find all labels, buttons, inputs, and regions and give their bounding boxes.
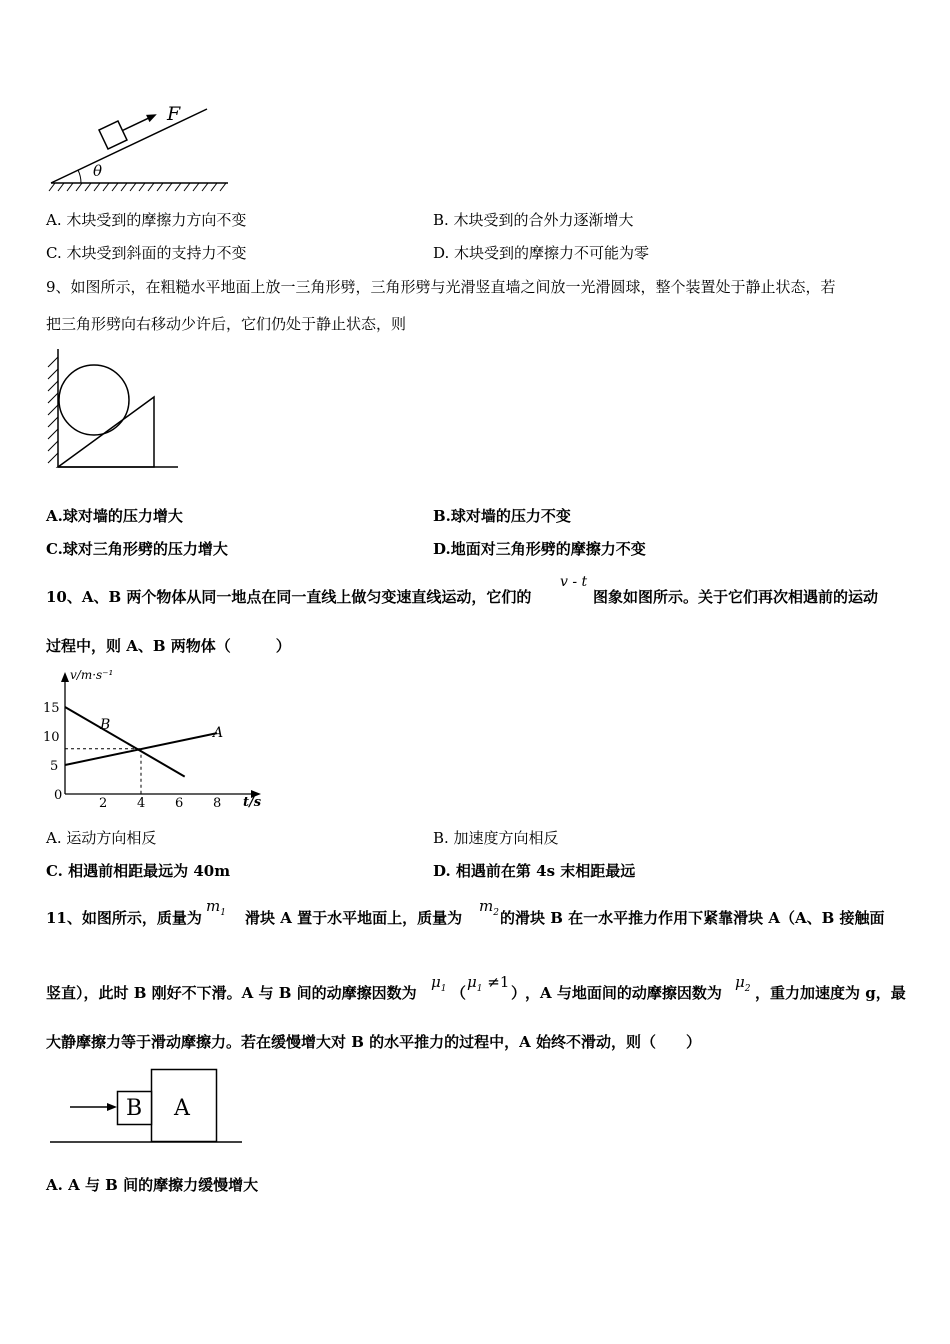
y-tick-label-10: 10 (43, 730, 60, 745)
q11-stem-line1-c: 的滑块 B 在一水平推力作用下紧靠滑块 A（A、B 接触面 (500, 909, 885, 927)
q9-option-b: B.球对墙的压力不变 (433, 507, 571, 525)
q11-stem-line1-b: 滑块 A 置于水平地面上，质量为 (245, 909, 463, 927)
q8-option-a: A. 木块受到的摩擦力方向不变 (46, 211, 247, 229)
x-tick-label-8: 8 (213, 796, 222, 810)
y-axis-label: v/m·s⁻¹ (70, 668, 114, 682)
x-tick-label-2: 2 (99, 796, 108, 810)
q11-stem-line3: 大静摩擦力等于滑动摩擦力。若在缓慢增大对 B 的水平推力的过程中，A 始终不滑动，则（ ） (46, 1033, 701, 1051)
q11-stem-line2-a: 竖直），此时 B 刚好不下滑。A 与 B 间的动摩擦因数为 (46, 984, 417, 1002)
angle-arc (78, 170, 81, 183)
q11-m1-symbol: $m_1$ (206, 897, 226, 918)
series-label-B: B (100, 717, 111, 734)
q8-option-d: D. 木块受到的摩擦力不可能为零 (433, 244, 650, 262)
y-axis-arrow (61, 672, 69, 682)
x-tick-label-4: 4 (137, 796, 146, 810)
q8-option-b: B. 木块受到的合外力逐渐增大 (433, 211, 634, 229)
q9-stem-line2: 把三角形劈向右移动少许后，它们仍处于静止状态，则 (46, 315, 407, 333)
q9-stem-line1: 9、如图所示，在粗糙水平地面上放一三角形劈，三角形劈与光滑竖直墙之间放一光滑圆球，整个装置处于静止状态，若 (46, 278, 836, 296)
ball (59, 365, 129, 435)
q11-option-a: A. A 与 B 间的摩擦力缓慢增大 (46, 1176, 259, 1194)
q9-option-d: D.地面对三角形劈的摩擦力不变 (433, 540, 646, 558)
angle-label: θ (93, 162, 103, 180)
q11-paren-close: ） (511, 984, 527, 1002)
q10-option-a: A. 运动方向相反 (46, 829, 157, 847)
q10-stem-line2: 过程中，则 A、B 两物体（ ） (46, 637, 291, 655)
q9-option-c: C.球对三角形劈的压力增大 (46, 540, 228, 558)
q11-mu2-symbol: $\mu_2$ (735, 973, 751, 994)
q10-option-b: B. 加速度方向相反 (433, 829, 559, 847)
incline-line (51, 109, 207, 183)
block-a-label: A (174, 1096, 190, 1121)
wedge (58, 397, 154, 467)
q11-stem-line1-a: 11、如图所示，质量为 (46, 909, 202, 927)
x-tick-label-6: 6 (175, 796, 184, 810)
q11-stem-line2-c: ，重力加速度为 g，最 (755, 984, 906, 1002)
q11-m2-symbol: $m_2$ (479, 897, 499, 918)
block (99, 121, 127, 149)
series-label-A: A (213, 725, 224, 742)
q8-option-c: C. 木块受到斜面的支持力不变 (46, 244, 247, 262)
q10-vt-symbol: v - t (560, 574, 588, 590)
q8-incline-figure (45, 95, 245, 195)
q9-wall-ball-wedge-figure (40, 345, 180, 473)
q10-stem-line1-post: 图象如图所示。关于它们再次相遇前的运动 (593, 588, 879, 606)
y-tick-label-15: 15 (43, 701, 60, 716)
origin-label: 0 (54, 788, 63, 803)
y-tick-label-5: 5 (50, 759, 59, 774)
q10-option-d: D. 相遇前在第 4s 末相距最远 (433, 862, 636, 880)
q11-blocks-figure (48, 1066, 248, 1148)
q9-option-a: A.球对墙的压力增大 (46, 507, 183, 525)
series-line-A (65, 733, 217, 765)
block-b-label: B (126, 1096, 143, 1121)
x-axis-label: t/s (243, 795, 262, 810)
q10-vt-chart (40, 660, 270, 810)
q10-stem-line1-pre: 10、A、B 两个物体从同一地点在同一直线上做匀变速直线运动，它们的 (46, 588, 532, 606)
q11-paren-open: （ (451, 984, 467, 1002)
series-line-B (65, 707, 185, 777)
q10-option-c: C. 相遇前相距最远为 40m (46, 862, 231, 880)
q11-mu-condition: $\mu_1 \ne 1$ (467, 973, 510, 994)
force-label: F (167, 103, 181, 125)
q11-stem-line2-b: ，A 与地面间的动摩擦因数为 (525, 984, 722, 1002)
q11-mu1-symbol: $\mu_1$ (431, 973, 447, 994)
